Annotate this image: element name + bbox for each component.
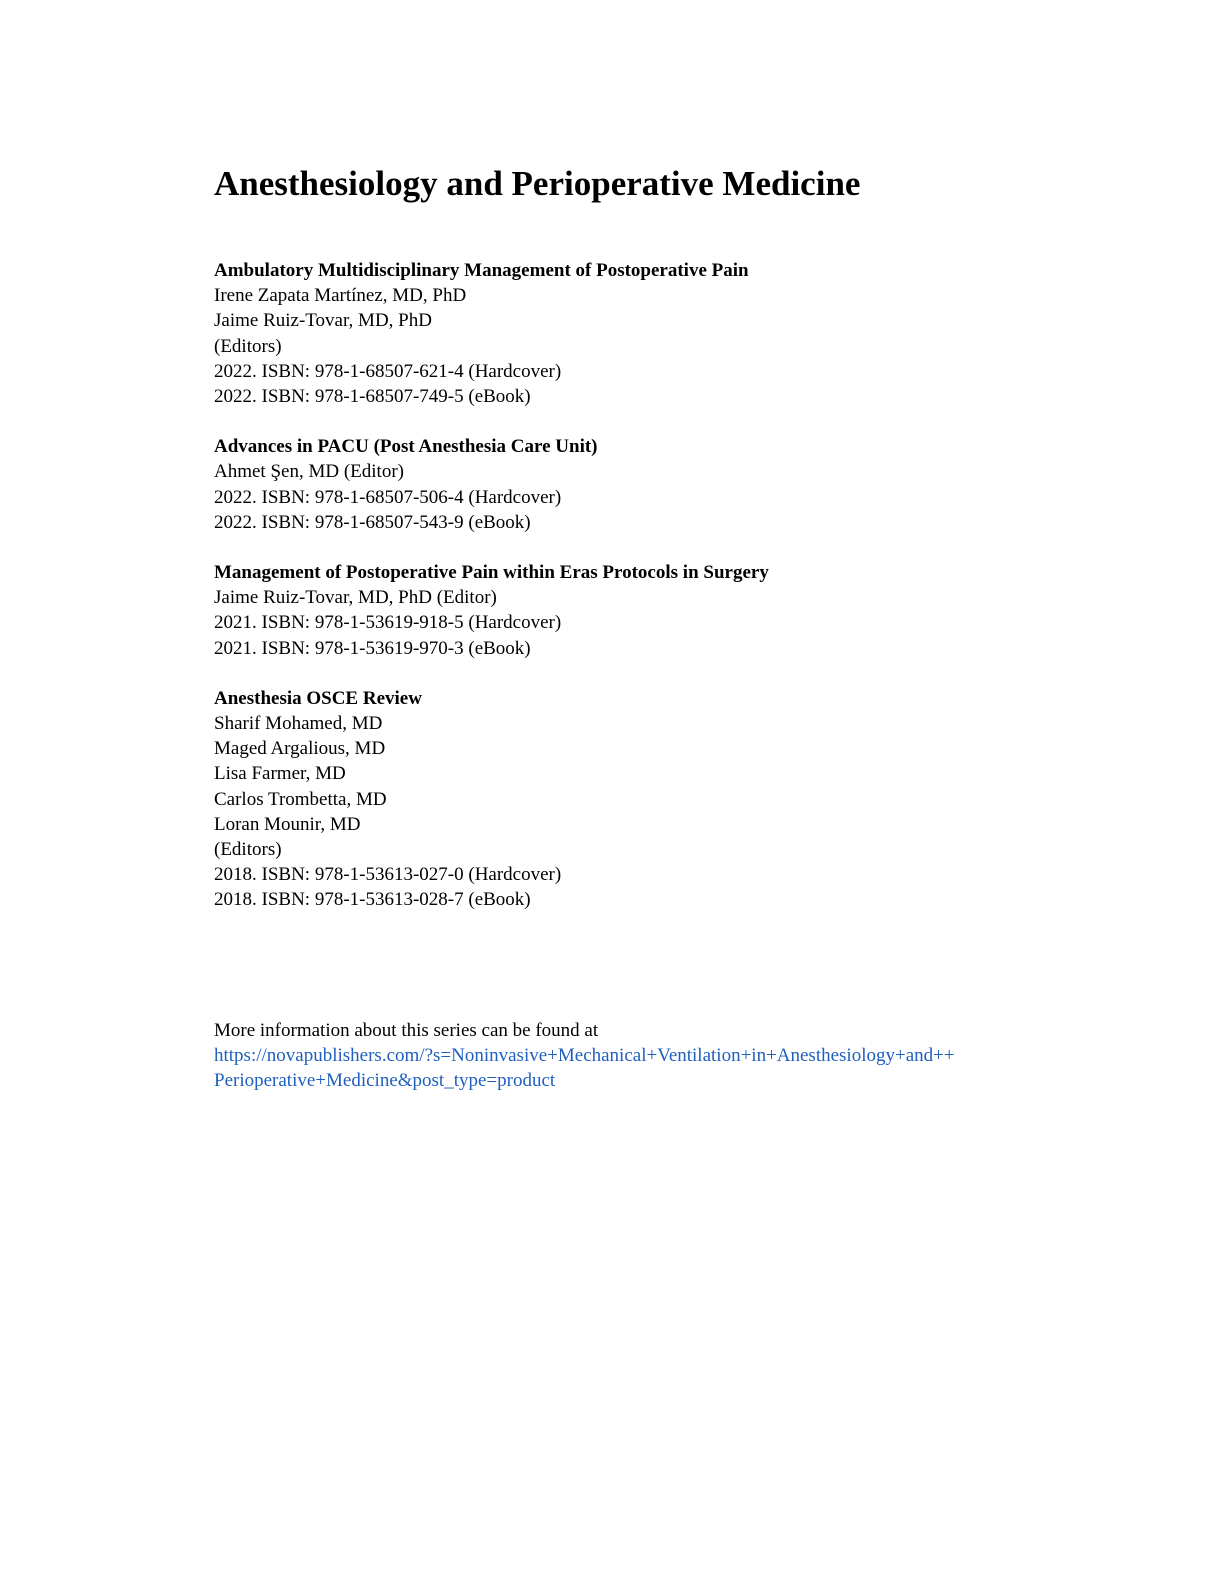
book-entry [214,686,1114,913]
book-editor-role: (Editors) [214,335,282,357]
book-editor: Lisa Farmer, MD [214,763,346,785]
book-isbn-ebook: 2022. ISBN: 978-1-68507-749-5 (eBook) [214,386,531,408]
book-isbn-hardcover: 2021. ISBN: 978-1-53619-918-5 (Hardcover) [214,612,562,634]
book-editor: Carlos Trombetta, MD [214,788,387,810]
book-title: Anesthesia OSCE Review [214,687,422,709]
book-entry [214,258,1114,409]
book-isbn-hardcover: 2022. ISBN: 978-1-68507-621-4 (Hardcover) [214,360,562,382]
book-isbn-hardcover: 2018. ISBN: 978-1-53613-027-0 (Hardcover) [214,864,562,886]
book-title: Advances in PACU (Post Anesthesia Care Unit) [214,436,598,458]
series-link-line-1[interactable]: https://novapublishers.com/?s=Noninvasive+Mechanical+Ventilation+in+Anesthesiology+and++ [214,1045,955,1067]
book-editor-role: (Editors) [214,839,282,861]
series-title: Anesthesiology and Perioperative Medicine [214,164,861,203]
series-link-line-2[interactable]: Perioperative+Medicine&post_type=product [214,1070,556,1092]
more-info-text: More information about this series can be found at [214,1020,599,1041]
book-list [214,258,1114,938]
book-editor: Loran Mounir, MD [214,813,361,835]
book-editor: Jaime Ruiz-Tovar, MD, PhD (Editor) [214,587,497,609]
book-isbn-hardcover: 2022. ISBN: 978-1-68507-506-4 (Hardcover) [214,486,562,508]
book-isbn-ebook: 2021. ISBN: 978-1-53619-970-3 (eBook) [214,637,531,659]
series-link[interactable] [214,1043,1114,1093]
book-entry [214,434,1114,535]
book-editor: Irene Zapata Martínez, MD, PhD [214,285,467,307]
book-entry [214,560,1114,661]
book-editor: Ahmet Şen, MD (Editor) [214,461,404,483]
book-editor: Sharif Mohamed, MD [214,713,383,735]
book-editor: Jaime Ruiz-Tovar, MD, PhD [214,310,432,332]
book-title: Ambulatory Multidisciplinary Management of Postoperative Pain [214,260,749,281]
book-isbn-ebook: 2018. ISBN: 978-1-53613-028-7 (eBook) [214,889,531,911]
more-info-section [214,1018,1114,1094]
book-title: Management of Postoperative Pain within Eras Protocols in Surgery [214,562,769,584]
book-editor: Maged Argalious, MD [214,738,386,760]
book-isbn-ebook: 2022. ISBN: 978-1-68507-543-9 (eBook) [214,511,531,533]
